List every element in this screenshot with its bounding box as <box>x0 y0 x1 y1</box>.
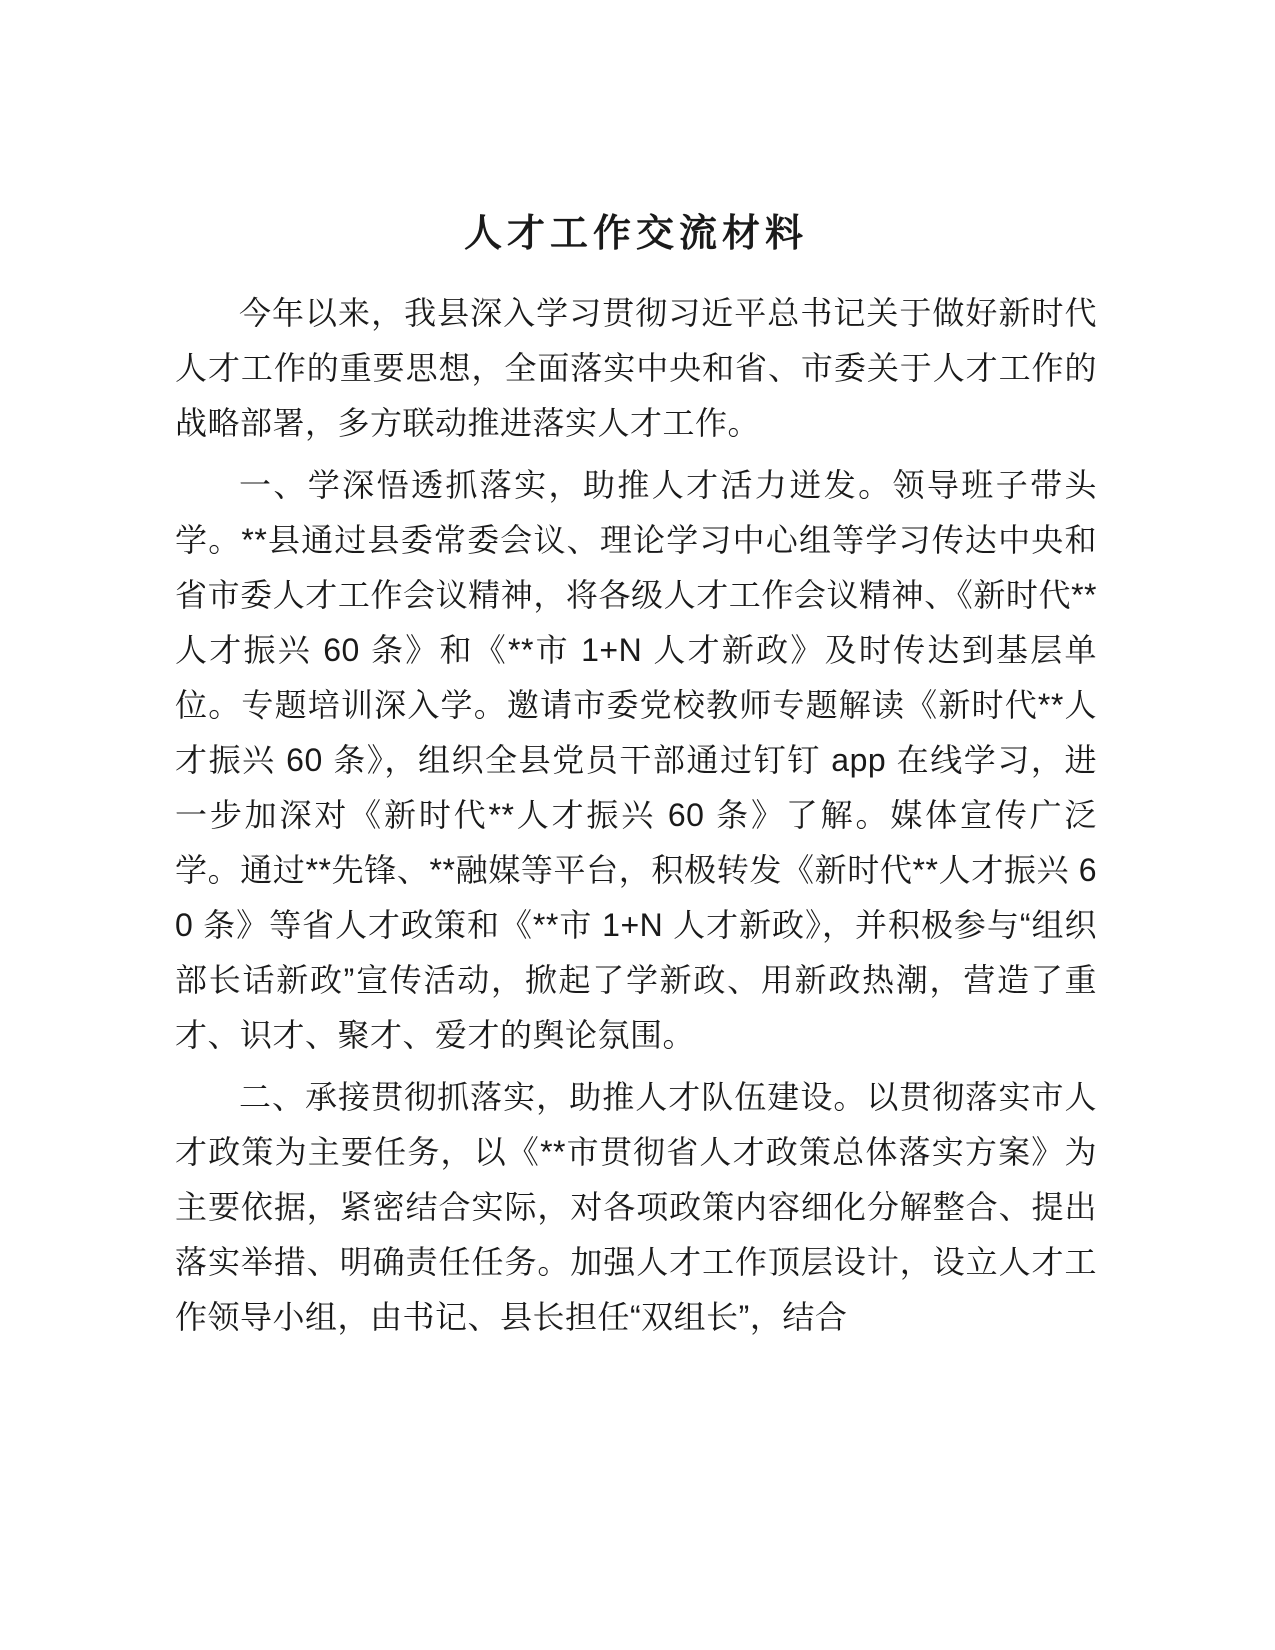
paragraph-section-1: 一、学深悟透抓落实，助推人才活力迸发。领导班子带头学。**县通过县委常委会议、理论学习中心组等学习传达中央和省市委人才工作会议精神，将各级人才工作会议精神、《新时代**人才振兴 60 条》和《**市 1+N 人才新政》及时传达到基层单位。专题培训深入学。邀请市委党校教师专题解读《新时代**人才振兴 60 条》，组织全县党员干部通过钉钉 app 在线学习，进一步加深对《新时代**人才振兴 60 条》了解。媒体宣传广泛学。通过**先锋、**融媒等平台，积极转发《新时代**人才振兴 60 条》等省人才政策和《**市 1+N 人才新政》，并积极参与“组织部长话新政”宣传活动，掀起了学新政、用新政热潮，营造了重才、识才、聚才、爱才的舆论氛围。 <box>175 467 1097 1053</box>
paragraph-section-2: 二、承接贯彻抓落实，助推人才队伍建设。以贯彻落实市人才政策为主要任务，以《**市贯彻省人才政策总体落实方案》为主要依据，紧密结合实际，对各项政策内容细化分解整合、提出落实举措、明确责任任务。加强人才工作顶层设计，设立人才工作领导小组，由书记、县长担任“双组长”，结合 <box>175 1079 1097 1335</box>
document-body <box>175 286 1097 1345</box>
paragraph-intro: 今年以来，我县深入学习贯彻习近平总书记关于做好新时代人才工作的重要思想，全面落实中央和省、市委关于人才工作的战略部署，多方联动推进落实人才工作。 <box>175 295 1097 441</box>
document-title: 人才工作交流材料 <box>463 213 808 255</box>
